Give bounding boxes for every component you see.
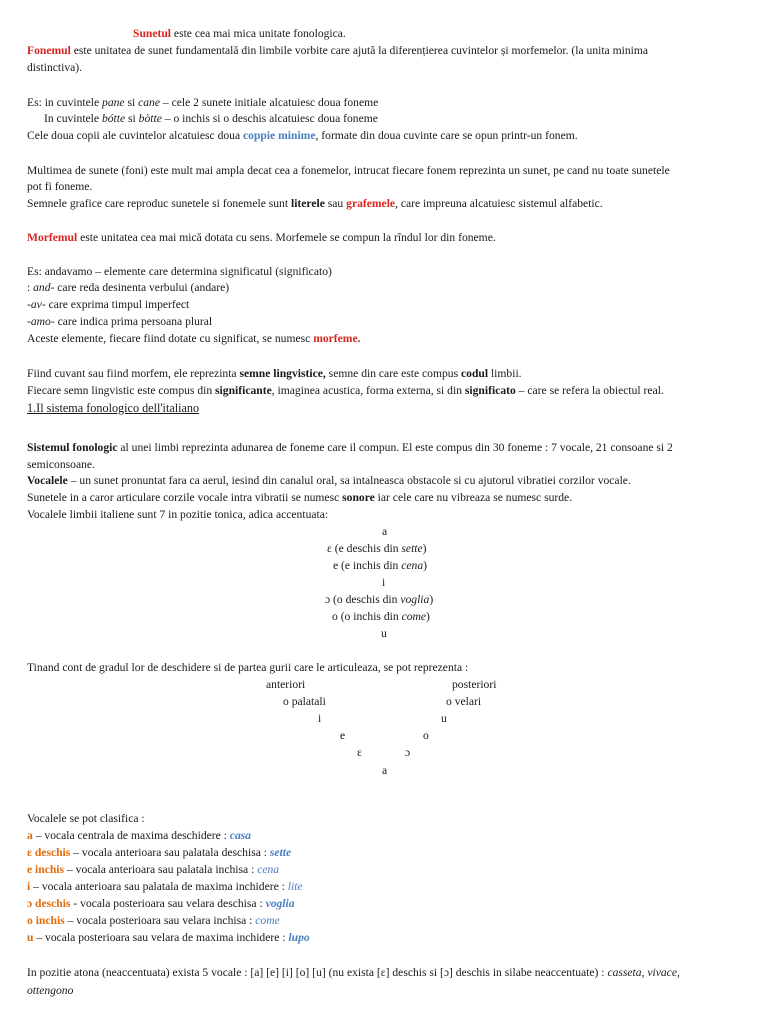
vowel-closed-e: e (e inchis din cena) bbox=[333, 559, 428, 572]
class-item-closed-o: o inchis – vocala posterioara sau velara inchisa : come bbox=[27, 914, 280, 927]
amo-line: -amo- care indica prima persoana plural bbox=[27, 315, 213, 328]
label-anteriori: anteriori bbox=[266, 678, 306, 691]
vowel-closed-o: o (o inchis din come) bbox=[332, 610, 430, 623]
section-heading: 1.Il sistema fonologico dell'italiano bbox=[27, 401, 200, 415]
atona-line-cont: ottengono bbox=[27, 984, 74, 997]
label-palatali: o palatali bbox=[283, 695, 326, 708]
triangle-i: i bbox=[318, 712, 322, 725]
significante-line: Fiecare semn lingvistic este compus din significante, imaginea acustica, forma externa, si din significato – care se refera la obiectul real. bbox=[27, 384, 664, 397]
class-item-open-e: ɛ deschis – vocala anterioara sau palatala deschisa : sette bbox=[27, 846, 292, 859]
label-velari: o velari bbox=[446, 695, 482, 708]
class-item-a: a – vocala centrala de maxima deschidere : casa bbox=[27, 829, 252, 842]
triangle-open-o: ɔ bbox=[405, 746, 411, 759]
vowel-u: u bbox=[381, 627, 387, 640]
triangle-open-e: ɛ bbox=[357, 746, 362, 759]
triangle-u: u bbox=[441, 712, 447, 725]
class-item-open-o: ɔ deschis - vocala posterioara sau velara deschisa : voglia bbox=[27, 897, 295, 910]
term-morfeme: morfeme. bbox=[313, 332, 361, 345]
triangle-e: e bbox=[340, 729, 346, 742]
vowel-a: a bbox=[382, 525, 388, 538]
sunetul-line: Sunetul este cea mai mica unitate fonologica. bbox=[133, 27, 346, 40]
vowel-open-e: ɛ (e deschis din sette) bbox=[327, 542, 427, 555]
and-line: : and- care reda desinenta verbului (andare) bbox=[27, 281, 230, 294]
triangle-intro: Tinand cont de gradul lor de deschidere si de partea gurii care le articuleaza, se pot reprezenta : bbox=[27, 661, 469, 674]
grafemele-line: Semnele grafice care reproduc sunetele si fonemele sunt literele sau grafemele, care impreuna alcatuiesc sistemul alfabetic. bbox=[27, 197, 603, 210]
triangle-a: a bbox=[382, 764, 388, 777]
multimea-line: Multimea de sunete (foni) este mult mai ampla decat cea a fonemelor, intrucat fiecare fonem reprezinta un sunet, pe cand nu toate sunetele bbox=[27, 164, 670, 177]
triangle-o: o bbox=[423, 729, 429, 742]
example-pane-cane: Es: in cuvintele pane si cane – cele 2 sunete initiale alcatuiesc doua foneme bbox=[27, 96, 379, 109]
vowel-i: i bbox=[382, 576, 386, 589]
sistemul-line: Sistemul fonologic al unei limbi reprezinta adunarea de foneme care il compun. El este compus din 30 foneme : 7 vocale, 21 consoane si 2 bbox=[27, 441, 673, 454]
term-fonemul: Fonemul bbox=[27, 44, 71, 57]
class-item-closed-e: e inchis – vocala anterioara sau palatala inchisa : cena bbox=[27, 863, 280, 876]
vowel-open-o: ɔ (o deschis din voglia) bbox=[325, 593, 434, 606]
vocalele-tonice-line: Vocalele limbii italiene sunt 7 in pozitie tonica, adica accentuata: bbox=[27, 508, 329, 521]
classification-intro: Vocalele se pot clasifica : bbox=[27, 812, 145, 825]
sistemul-line-cont: semiconsoane. bbox=[27, 458, 95, 471]
term-coppie-minime: coppie minime bbox=[243, 129, 316, 142]
term-sunetul: Sunetul bbox=[133, 27, 172, 40]
class-item-i: i – vocala anterioara sau palatala de maxima inchidere : lite bbox=[27, 880, 303, 893]
andavamo-line: Es: andavamo – elemente care determina significatul (significato) bbox=[27, 265, 332, 278]
atona-line: In pozitie atona (neaccentuata) exista 5 vocale : [a] [e] [i] [o] [u] (nu exista [ɛ] deschis si [ɔ] deschis in silabe neaccentuate) : casseta, vivace, bbox=[27, 966, 680, 979]
label-posteriori: posteriori bbox=[452, 678, 497, 691]
vocalele-line: Vocalele – un sunet pronuntat fara ca aerul, iesind din canalul oral, sa intalneasca obstacole si cu ajutorul vibratiei corzilor vocale. bbox=[27, 474, 631, 487]
av-line: -av- care exprima timpul imperfect bbox=[27, 298, 190, 311]
example-botte: In cuvintele bótte si bòtte – o inchis si o deschis alcatuiesc doua foneme bbox=[44, 112, 378, 125]
multimea-line-cont: pot fi foneme. bbox=[27, 180, 93, 193]
fonemul-line: Fonemul este unitatea de sunet fundamentală din limbile vorbite care ajută la diferențierea cuvintelor și morfemelor. (la unita minima bbox=[27, 44, 649, 57]
semne-line: Fiind cuvant sau fiind morfem, ele reprezinta semne lingvistice, semne din care este compus codul limbii. bbox=[27, 367, 522, 380]
term-morfemul: Morfemul bbox=[27, 231, 78, 244]
sonore-line: Sunetele in a caror articulare corzile vocale intra vibratii se numesc sonore iar cele care nu vibreaza se numesc surde. bbox=[27, 491, 573, 504]
morfemul-line: Morfemul este unitatea cea mai mică dotata cu sens. Morfemele se compun la rîndul lor din foneme. bbox=[27, 231, 496, 244]
term-grafemele: grafemele bbox=[346, 197, 396, 210]
morfeme-line: Aceste elemente, fiecare fiind dotate cu significat, se numesc morfeme. bbox=[27, 332, 361, 345]
class-item-u: u – vocala posterioara sau velara de maxima inchidere : lupo bbox=[27, 931, 310, 944]
fonemul-line-cont: distinctiva). bbox=[27, 61, 83, 74]
coppie-minime-line: Cele doua copii ale cuvintelor alcatuiesc doua coppie minime, formate din doua cuvinte care se opun printr-un fonem. bbox=[27, 129, 578, 142]
